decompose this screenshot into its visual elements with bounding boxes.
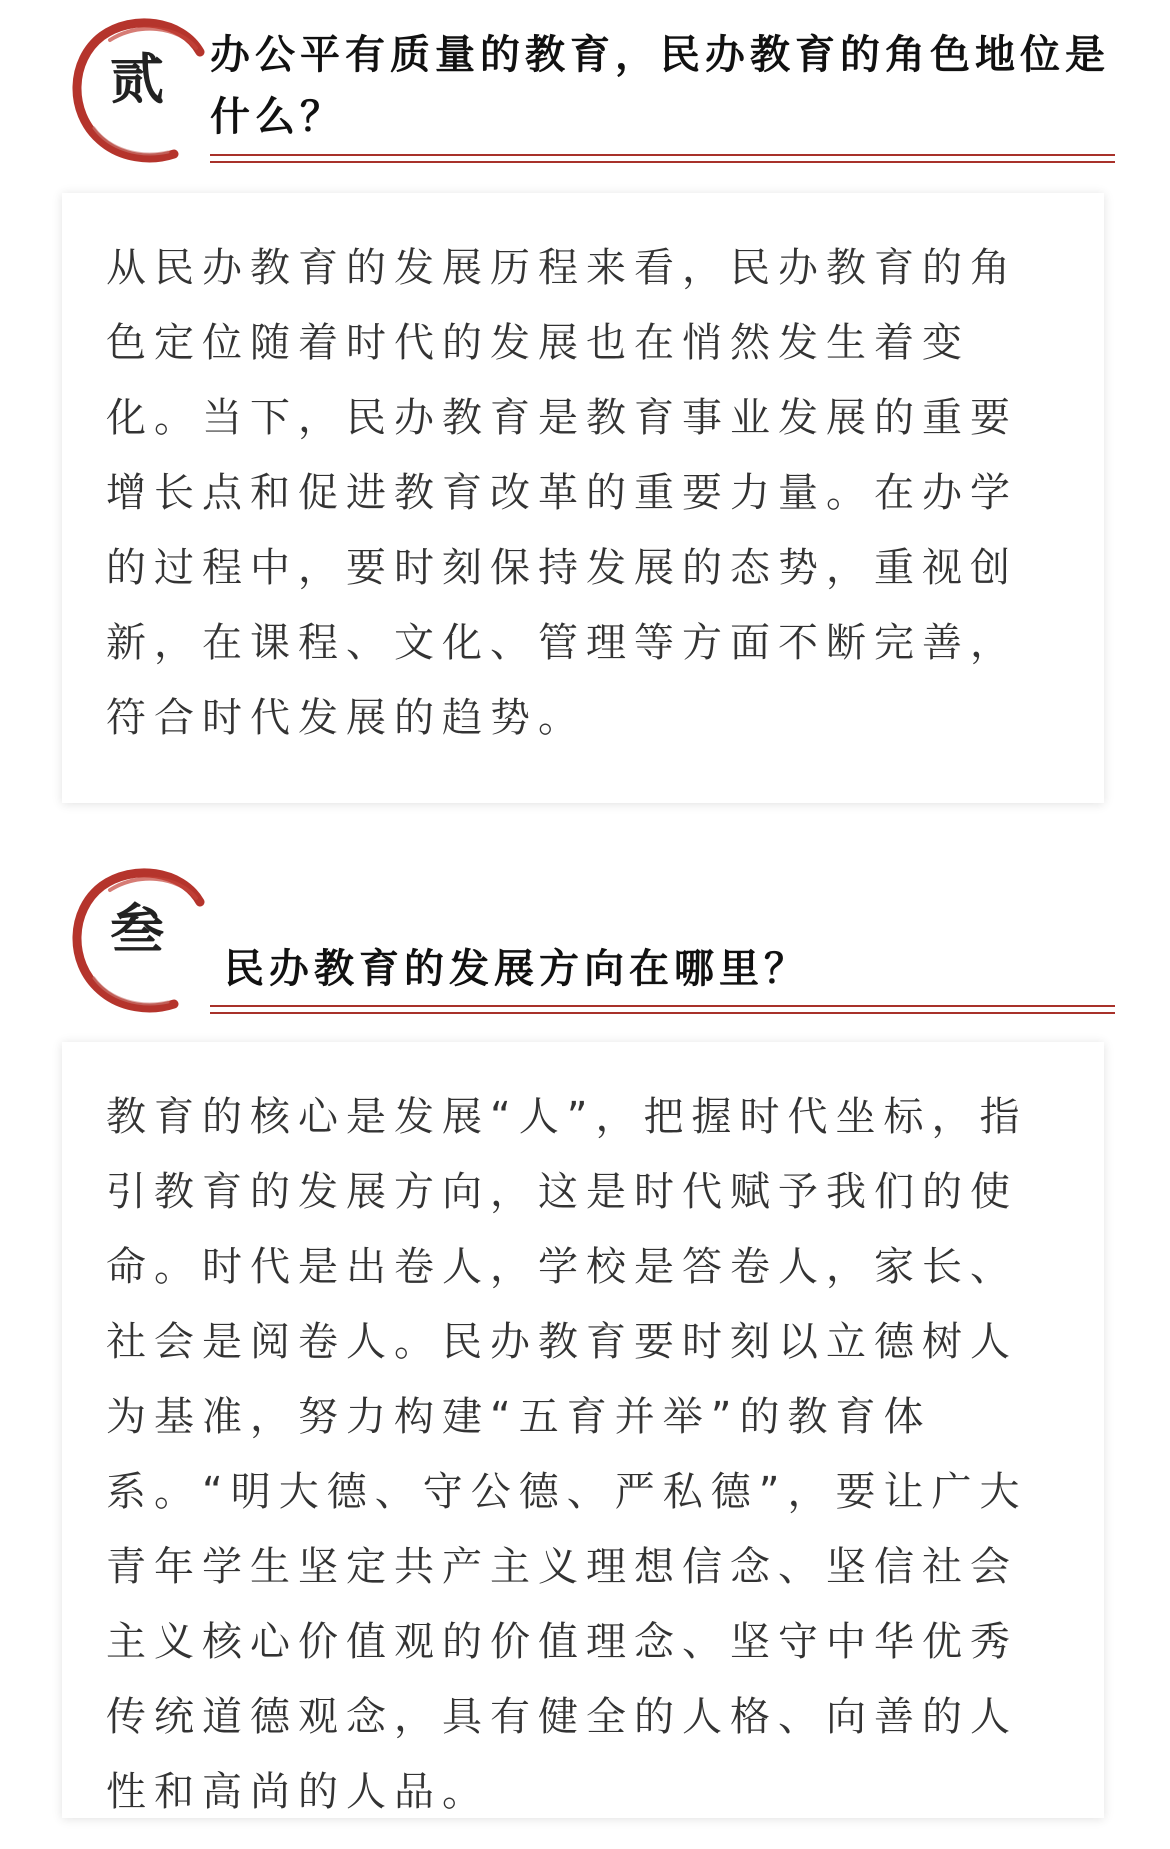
section-number: 叁 (110, 897, 164, 961)
body-paragraph: 从民办教育的发展历程来看，民办教育的角色定位随着时代的发展也在悄然发生着变化。当下，民办教育是教育事业发展的重要增长点和促进教育改革的重要力量。在办学的过程中，要时刻保持发展的态势，重视创新，在课程、文化、管理等方面不断完善，符合时代发展的趋势。 (106, 245, 1018, 741)
heading-underline (210, 154, 1115, 163)
section-badge (50, 8, 220, 168)
section-badge (50, 858, 220, 1018)
section-header-3 (0, 850, 1170, 1020)
heading-underline (210, 1005, 1115, 1014)
section-heading: 民办教育的发展方向在哪里？ (224, 946, 809, 992)
section-number: 贰 (110, 47, 164, 111)
section-header-2 (0, 0, 1170, 170)
body-paragraph: 教育的核心是发展“人”，把握时代坐标，指引教育的发展方向，这是时代赋予我们的使命。时代是出卷人，学校是答卷人，家长、社会是阅卷人。民办教育要时刻以立德树人为基准，努力构建“五育并举”的教育体系。“明大德、守公德、严私德”，要让广大青年学生坚定共产主义理想信念、坚信社会主义核心价值观的价值理念、坚守中华优秀传统道德观念，具有健全的人格、向善的人性和高尚的人品。 (106, 1094, 1028, 1815)
content-card (62, 193, 1104, 803)
content-card (62, 1042, 1104, 1818)
section-heading: 办公平有质量的教育，民办教育的角色地位是什么？ (210, 32, 1110, 140)
